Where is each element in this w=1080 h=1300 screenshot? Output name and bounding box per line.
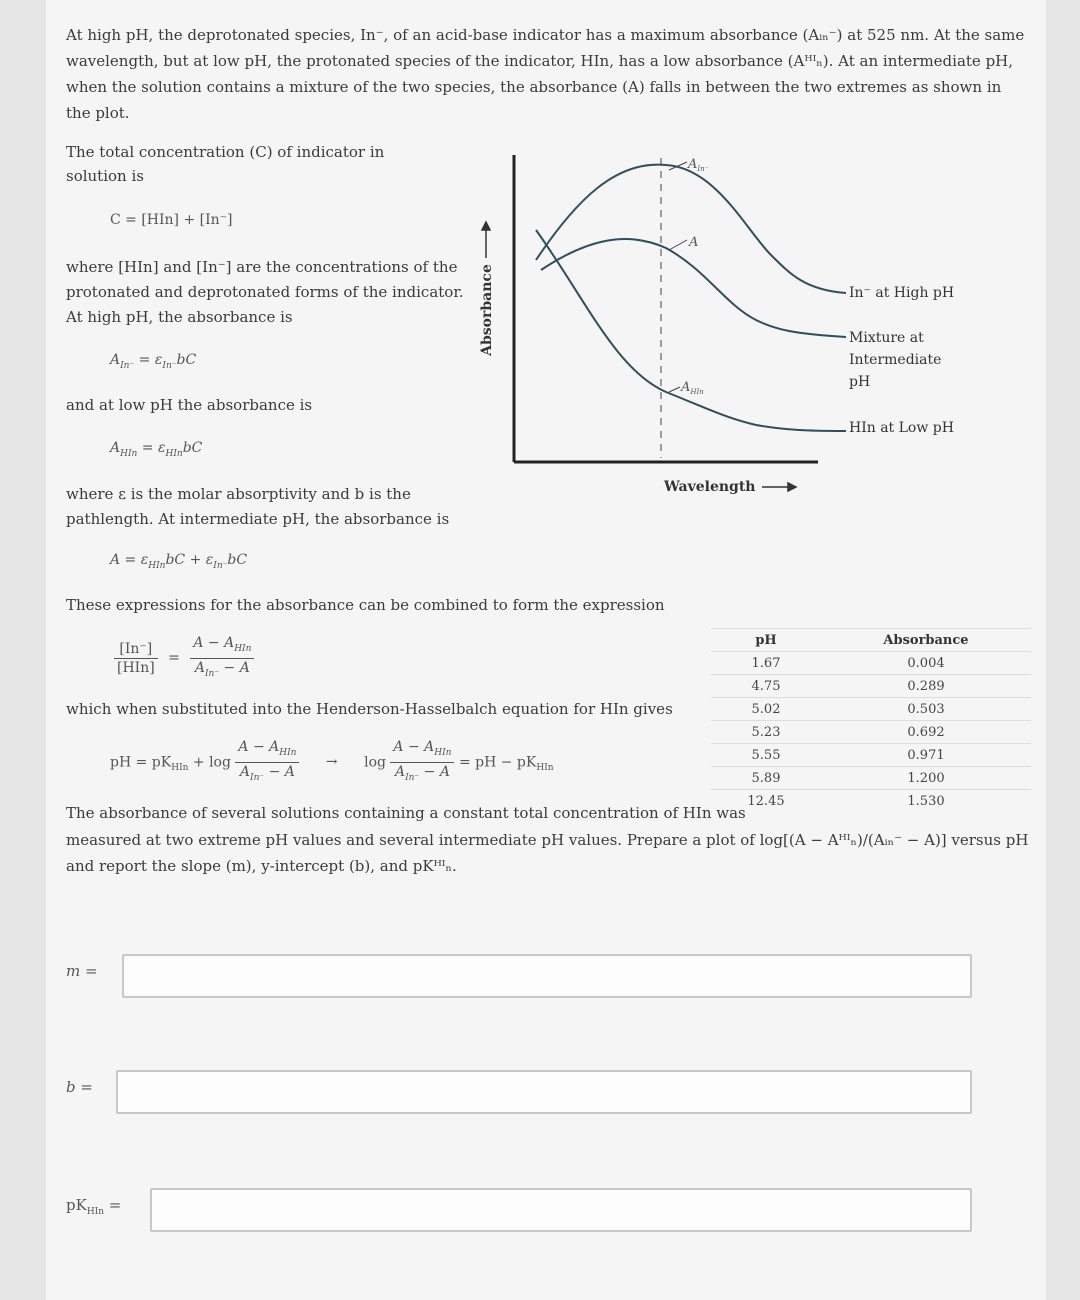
y-axis-label: Absorbance xyxy=(479,264,495,356)
intro-line-4: the plot. xyxy=(66,104,130,122)
eq-low-eps: = ε xyxy=(137,440,166,456)
hh-f1-den: A xyxy=(239,763,251,780)
label-a-hin: $A_{HIn}$ xyxy=(681,380,704,396)
equation-high-ph xyxy=(110,352,196,371)
hh-f2-num-sub: HIn xyxy=(434,747,452,758)
eq-high-eps-sub: In⁻ xyxy=(162,360,177,371)
hh-f2-den-tail: − A xyxy=(419,763,450,780)
table-cell-absorbance: 0.692 xyxy=(821,721,1031,744)
legend-mixture-line-3: pH xyxy=(849,374,871,390)
molar-text-2: pathlength. At intermediate pH, the absorbance is xyxy=(66,510,450,528)
table-cell-absorbance: 1.200 xyxy=(821,767,1031,790)
absorbance-spectrum-diagram xyxy=(466,140,966,510)
answer-row-slope xyxy=(66,954,966,996)
hh-fraction-1 xyxy=(235,738,299,787)
equation-low-ph xyxy=(110,440,202,459)
eq-low-bc: bC xyxy=(182,440,203,456)
equation-total-concentration: C = [HIn] + [In⁻] xyxy=(110,212,233,228)
table-cell-ph: 12.45 xyxy=(711,790,821,813)
pka-label-eq: = xyxy=(104,1196,122,1214)
x-axis-arrow xyxy=(762,483,796,491)
pka-label xyxy=(66,1196,121,1217)
pointer-a-hin xyxy=(669,387,680,392)
pointer-a xyxy=(669,240,687,250)
task-line-2: measured at two extreme pH values and several intermediate pH values. Prepare a plot of log[(A − Aᴴᴵₙ)/(Aᵢₙ⁻ − A)] versus pH xyxy=(66,831,1029,849)
hh-f1-den-sub: In⁻ xyxy=(250,772,265,783)
low-ph-text: and at low pH the absorbance is xyxy=(66,396,313,414)
table-row xyxy=(711,767,1031,790)
hh-log: log xyxy=(364,754,386,771)
eq-mid-middle: bC + ε xyxy=(165,552,214,568)
eq-high-eps: = ε xyxy=(134,352,163,368)
ratio-fraction-2 xyxy=(190,634,254,683)
eq-high-a-sub: In⁻ xyxy=(120,360,135,371)
intro-line-3: when the solution contains a mixture of the two species, the absorbance (A) falls in between the two extremes as shown in xyxy=(66,78,1002,96)
table-cell-ph: 5.55 xyxy=(711,744,821,767)
plot-axes xyxy=(514,155,818,462)
ratio-equals: = xyxy=(168,650,180,667)
task-line-3: and report the slope (m), y-intercept (b), and pKᴴᴵₙ. xyxy=(66,857,457,875)
intro-line-2: wavelength, but at low pH, the protonated species of the indicator, HIn, has a low absorbance (Aᴴᴵₙ). At an intermediate pH, xyxy=(66,52,1014,70)
table-cell-ph: 4.75 xyxy=(711,675,821,698)
y-axis-arrow xyxy=(482,222,490,258)
intro-line-1: At high pH, the deprotonated species, In⁻, of an acid-base indicator has a maximum absorbance (Aᵢₙ⁻) at 525 nm. At the same xyxy=(66,26,1025,44)
curve-in-high-ph xyxy=(536,165,846,293)
eq-high-bc: bC xyxy=(176,352,197,368)
total-conc-text-2: solution is xyxy=(66,167,144,185)
total-conc-text-1: The total concentration (C) of indicator in xyxy=(66,143,385,161)
answer-row-intercept xyxy=(66,1070,966,1112)
legend-in-high-ph: In⁻ at High pH xyxy=(849,285,955,301)
equation-henderson-hasselbalch xyxy=(110,738,554,787)
table-row xyxy=(711,675,1031,698)
table-row xyxy=(711,652,1031,675)
equation-intermediate-ph xyxy=(110,552,247,571)
hh-f1-num: A − A xyxy=(238,739,280,755)
hh-rhs: = pH − pK xyxy=(458,754,537,771)
hh-fraction-2 xyxy=(390,738,454,787)
label-a: A xyxy=(689,235,699,250)
intercept-input[interactable] xyxy=(116,1070,972,1114)
legend-hin-low-ph: HIn at Low pH xyxy=(849,420,954,436)
table-cell-absorbance: 0.289 xyxy=(821,675,1031,698)
hh-arrow: → xyxy=(325,754,338,771)
table-row xyxy=(711,721,1031,744)
eq-mid-sub2: In⁻ xyxy=(213,560,228,571)
table-cell-ph: 5.89 xyxy=(711,767,821,790)
molar-text-1: where ε is the molar absorptivity and b is the xyxy=(66,485,411,503)
table-cell-absorbance: 0.971 xyxy=(821,744,1031,767)
table-cell-ph: 5.23 xyxy=(711,721,821,744)
table-header-ph: pH xyxy=(711,629,821,652)
table-header-row xyxy=(711,629,1031,652)
question-page xyxy=(46,0,1046,1300)
hh-f2-den: A xyxy=(394,763,406,780)
combined-text: These expressions for the absorbance can be combined to form the expression xyxy=(66,596,665,614)
hh-text: which when substituted into the Henderson-Hasselbalch equation for HIn gives xyxy=(66,700,673,718)
ratio2-num-sub: HIn xyxy=(234,643,252,654)
legend-mixture-line-2: Intermediate xyxy=(849,352,942,368)
table-cell-ph: 5.02 xyxy=(711,698,821,721)
table-cell-absorbance: 0.004 xyxy=(821,652,1031,675)
table-cell-ph: 1.67 xyxy=(711,652,821,675)
eq-mid-a: A = ε xyxy=(110,552,149,568)
hh-lhs-sub: HIn xyxy=(171,763,189,774)
hh-f2-num: A − A xyxy=(393,739,435,755)
hh-f1-num-sub: HIn xyxy=(279,747,297,758)
eq-mid-sub1: HIn xyxy=(148,560,166,571)
table-row xyxy=(711,698,1031,721)
ratio-fraction-1 xyxy=(114,640,158,677)
where-text-1: where [HIn] and [In⁻] are the concentrations of the xyxy=(66,258,458,276)
label-a-in: $A_{In^-}$ xyxy=(688,157,709,173)
table-row xyxy=(711,744,1031,767)
hh-rhs-sub: HIn xyxy=(536,763,554,774)
hh-lhs: pH = pK xyxy=(110,754,172,771)
ph-absorbance-table xyxy=(711,628,1031,812)
ratio-den: [HIn] xyxy=(117,659,155,676)
curve-mixture-intermediate xyxy=(541,239,846,337)
pka-input[interactable] xyxy=(150,1188,972,1232)
ratio2-den-sub: In⁻ xyxy=(204,668,220,679)
pka-label-sub: HIn xyxy=(86,1207,105,1217)
table-cell-absorbance: 1.530 xyxy=(821,790,1031,813)
pka-label-text: pK xyxy=(66,1196,87,1214)
hh-f2-den-sub: In⁻ xyxy=(405,772,420,783)
where-text-2: protonated and deprotonated forms of the indicator. xyxy=(66,283,464,301)
eq-low-a: A xyxy=(110,440,121,456)
task-line-1: The absorbance of several solutions containing a constant total concentration of HIn was xyxy=(66,804,746,822)
ratio2-den-tail: − A xyxy=(219,659,250,676)
slope-input[interactable] xyxy=(122,954,972,998)
ratio-num: [In⁻] xyxy=(114,640,158,659)
answer-row-pka xyxy=(66,1188,966,1230)
table-row xyxy=(711,790,1031,813)
ratio2-num: A − A xyxy=(193,635,235,651)
hh-plus-log: + log xyxy=(188,754,231,771)
x-axis-label: Wavelength xyxy=(664,479,756,495)
curve-hin-low-ph xyxy=(536,230,846,431)
eq-mid-bc: bC xyxy=(227,552,248,568)
eq-low-eps-sub: HIn xyxy=(165,448,183,459)
intercept-label: b = xyxy=(66,1078,93,1096)
table-cell-absorbance: 0.503 xyxy=(821,698,1031,721)
equation-ratio xyxy=(114,634,254,683)
hh-f1-den-tail: − A xyxy=(264,763,295,780)
eq-low-a-sub: HIn xyxy=(120,448,138,459)
where-text-3: At high pH, the absorbance is xyxy=(66,308,293,326)
legend-mixture-line-1: Mixture at xyxy=(849,330,924,346)
slope-label: m = xyxy=(66,962,98,980)
table-header-absorbance: Absorbance xyxy=(821,629,1031,652)
ratio2-den: A xyxy=(194,659,205,676)
eq-high-a: A xyxy=(110,352,121,368)
